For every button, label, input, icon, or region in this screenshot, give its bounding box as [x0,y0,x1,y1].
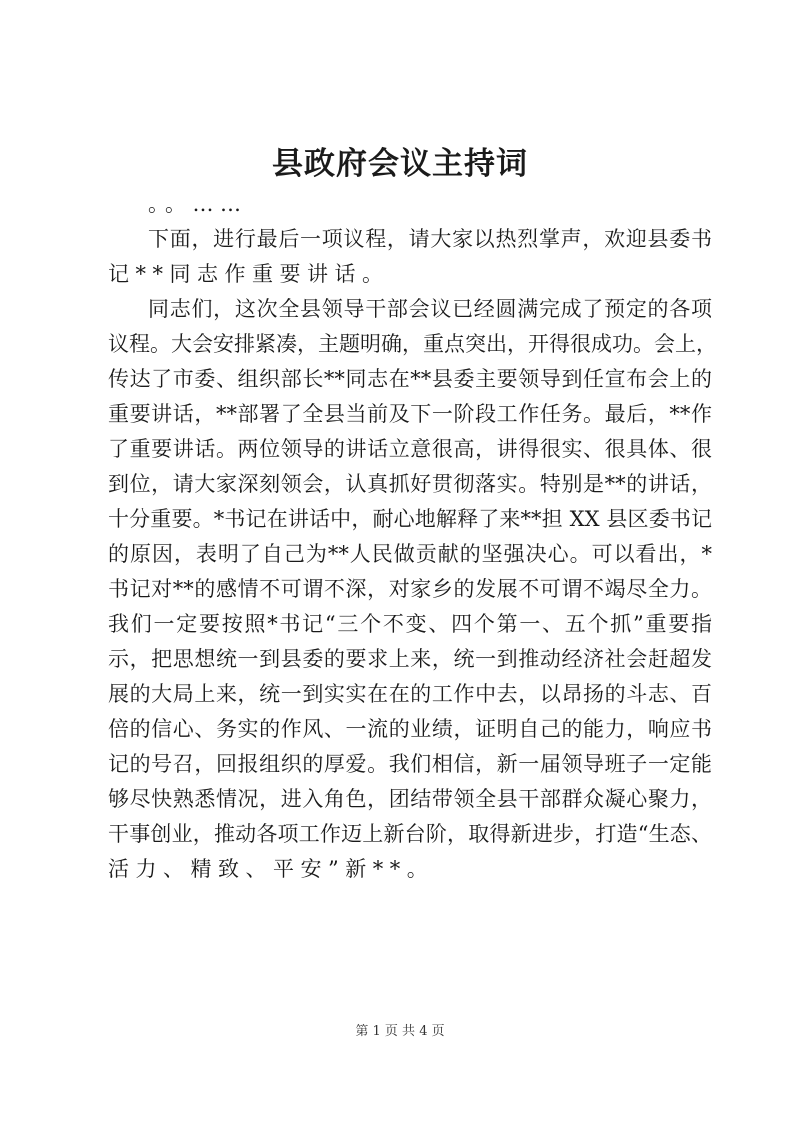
paragraph [108,292,717,887]
text-line: 下面，进行最后一项议程，请大家以热烈掌声，欢迎县委书 [148,227,712,251]
page-footer: 第 1 页 共 4 页 [355,1024,445,1039]
text-line: 倍的信心、务实的作风、一流的业绩，证明自己的能力，响应书 [108,717,712,741]
text-line: 书记对**的感情不可谓不深，对家乡的发展不可谓不竭尽全力。 [108,577,712,601]
text-line: 展的大局上来，统一到实实在在的工作中去，以昂扬的斗志、百 [108,682,712,706]
text-line: 够尽快熟悉情况，进入角色，团结带领全县干部群众凝心聚力， [108,787,712,811]
text-line: 同志们，这次全县领导干部会议已经圆满完成了预定的各项 [148,297,712,321]
text-line: 到位，请大家深刻领会，认真抓好贯彻落实。特别是**的讲话， [108,472,712,496]
text-line: 记的号召，回报组织的厚爱。我们相信，新一届领导班子一定能 [108,752,712,776]
text-line: 传达了市委、组织部长**同志在**县委主要领导到任宣布会上的 [108,367,712,391]
text-line: 记**同志作重要讲话。 [108,262,390,286]
text-line: 干事创业，推动各项工作迈上新台阶，取得新进步，打造“生态、 [108,822,712,846]
paragraph [108,222,712,292]
paragraph [108,187,712,222]
text-line: 。。…… [148,192,248,216]
text-line: 议程。大会安排紧凑，主题明确，重点突出，开得很成功。会上， [108,332,717,356]
text-line: 活力、精致、平安”新**。 [108,857,435,881]
text-line: 示，把思想统一到县委的要求上来，统一到推动经济社会赶超发 [108,647,712,671]
text-line: 的原因，表明了自己为**人民做贡献的坚强决心。可以看出，* [108,542,712,566]
text-line: 我们一定要按照*书记“三个不变、四个第一、五个抓”重要指 [108,612,712,636]
document-title: 县政府会议主持词 [272,146,528,182]
text-line: 了重要讲话。两位领导的讲话立意很高，讲得很实、很具体、很 [108,437,712,461]
text-line: 重要讲话，**部署了全县当前及下一阶段工作任务。最后，**作 [108,402,712,426]
document-body [108,187,717,887]
text-line: 十分重要。*书记在讲话中，耐心地解释了来**担 XX 县区委书记 [108,507,712,531]
